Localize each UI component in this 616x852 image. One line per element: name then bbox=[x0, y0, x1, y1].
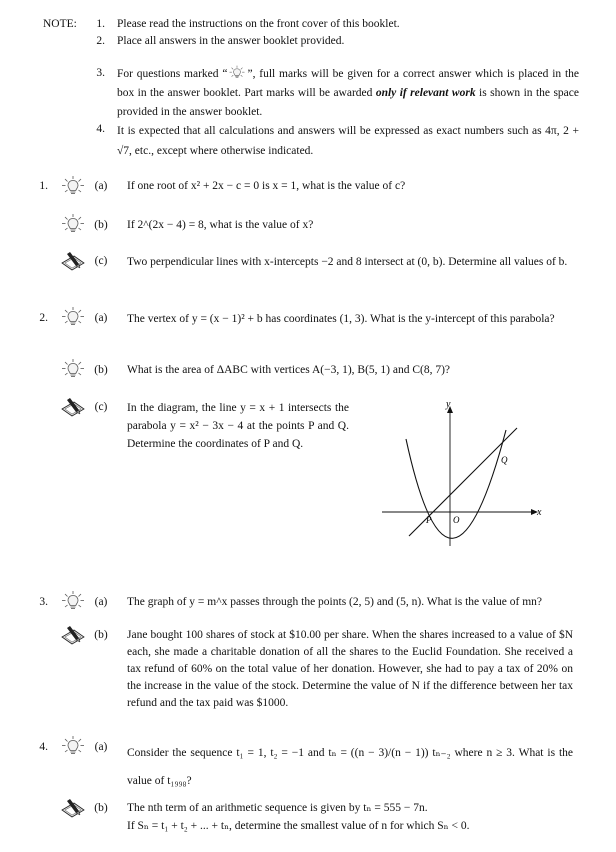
x-axis-label: x bbox=[537, 507, 542, 518]
question-text: If 2^(2x − 4) = 8, what is the value of x? bbox=[127, 219, 314, 231]
part-label: (b) bbox=[94, 802, 108, 814]
note-item-text: Place all answers in the answer booklet provided. bbox=[117, 35, 345, 47]
note-item-text: For questions marked “ ”, full marks will be given for a correct answer which is placed in the box in the answer booklet. Part marks will be awarded only if relevant work is shown in the space provided in the answer booklet. bbox=[117, 65, 579, 122]
pencil-paper-icon bbox=[60, 250, 86, 272]
y-axis-label: y bbox=[446, 399, 451, 410]
part-label: (b) bbox=[94, 629, 108, 641]
question-text: If Sₙ = t₁ + t₂ + ... + tₙ, determine the smallest value of n for which Sₙ < 0. bbox=[127, 820, 470, 832]
lightbulb-icon bbox=[60, 213, 86, 235]
pencil-paper-icon bbox=[60, 396, 86, 418]
question-number: 4. bbox=[39, 741, 48, 753]
question-text: Jane bought 100 shares of stock at $10.00 per share. When the shares increased to a value of $N each, she made a charitable donation of all the shares to the Euclid Foundation. She received a tax refund of 60% on the total value of her donation. However, she had to pay a tax of 20% on the increase in the value of the stock. Determine the value of N if the difference between her tax refund and the tax paid was $1000. bbox=[127, 629, 573, 709]
note-number: 1. bbox=[96, 18, 105, 30]
origin-label: O bbox=[453, 515, 460, 525]
part-label: (c) bbox=[94, 401, 108, 413]
note-number: 2. bbox=[96, 35, 105, 47]
question-text: If one root of x² + 2x − c = 0 is x = 1, what is the value of c? bbox=[127, 180, 406, 192]
part-label: (c) bbox=[94, 255, 108, 267]
lightbulb-icon bbox=[60, 735, 86, 757]
note-number: 3. bbox=[96, 67, 105, 79]
question-text: Consider the sequence t₁ = 1, t₂ = −1 and tₙ = ((n − 3)/(n − 1)) tₙ₋₂ where n ≥ 3. What is the value of t₁₉₉₈? bbox=[127, 747, 573, 787]
note-item-text: Please read the instructions on the front cover of this booklet. bbox=[117, 18, 400, 30]
note-item-text: It is expected that all calculations and answers will be expressed as exact numbers such as 4π, 2 + √7, etc., except where otherwise indicated. bbox=[117, 125, 579, 157]
question-text: The nth term of an arithmetic sequence is given by tₙ = 555 − 7n. bbox=[127, 802, 428, 814]
point-q-label: Q bbox=[501, 455, 508, 465]
question-text: In the diagram, the line y = x + 1 intersects the parabola y = x² − 3x − 4 at the points P and Q. Determine the coordinates of P and Q. bbox=[127, 402, 349, 450]
pencil-paper-icon bbox=[60, 797, 86, 819]
part-label: (b) bbox=[94, 219, 108, 231]
part-label: (a) bbox=[94, 180, 108, 192]
question-text: The graph of y = m^x passes through the points (2, 5) and (5, n). What is the value of mn? bbox=[127, 596, 543, 608]
question-number: 2. bbox=[39, 312, 48, 324]
note-number: 4. bbox=[96, 123, 105, 135]
question-number: 3. bbox=[39, 596, 48, 608]
lightbulb-icon bbox=[60, 358, 86, 380]
part-label: (a) bbox=[94, 312, 108, 324]
question-text: The vertex of y = (x − 1)² + b has coordinates (1, 3). What is the y-intercept of this parabola? bbox=[127, 313, 555, 325]
point-p-label: P bbox=[426, 515, 432, 525]
lightbulb-icon bbox=[60, 590, 86, 612]
lightbulb-icon bbox=[227, 65, 247, 80]
parabola-line-diagram bbox=[376, 398, 554, 553]
note-label: NOTE: bbox=[43, 18, 77, 30]
lightbulb-icon bbox=[60, 306, 86, 328]
part-label: (a) bbox=[94, 741, 108, 753]
part-label: (b) bbox=[94, 364, 108, 376]
lightbulb-icon bbox=[60, 175, 86, 197]
part-label: (a) bbox=[94, 596, 108, 608]
question-number: 1. bbox=[39, 180, 48, 192]
question-text: Two perpendicular lines with x-intercepts −2 and 8 intersect at (0, b). Determine all values of b. bbox=[127, 256, 568, 268]
pencil-paper-icon bbox=[60, 624, 86, 646]
question-text: What is the area of ΔABC with vertices A(−3, 1), B(5, 1) and C(8, 7)? bbox=[127, 364, 451, 376]
